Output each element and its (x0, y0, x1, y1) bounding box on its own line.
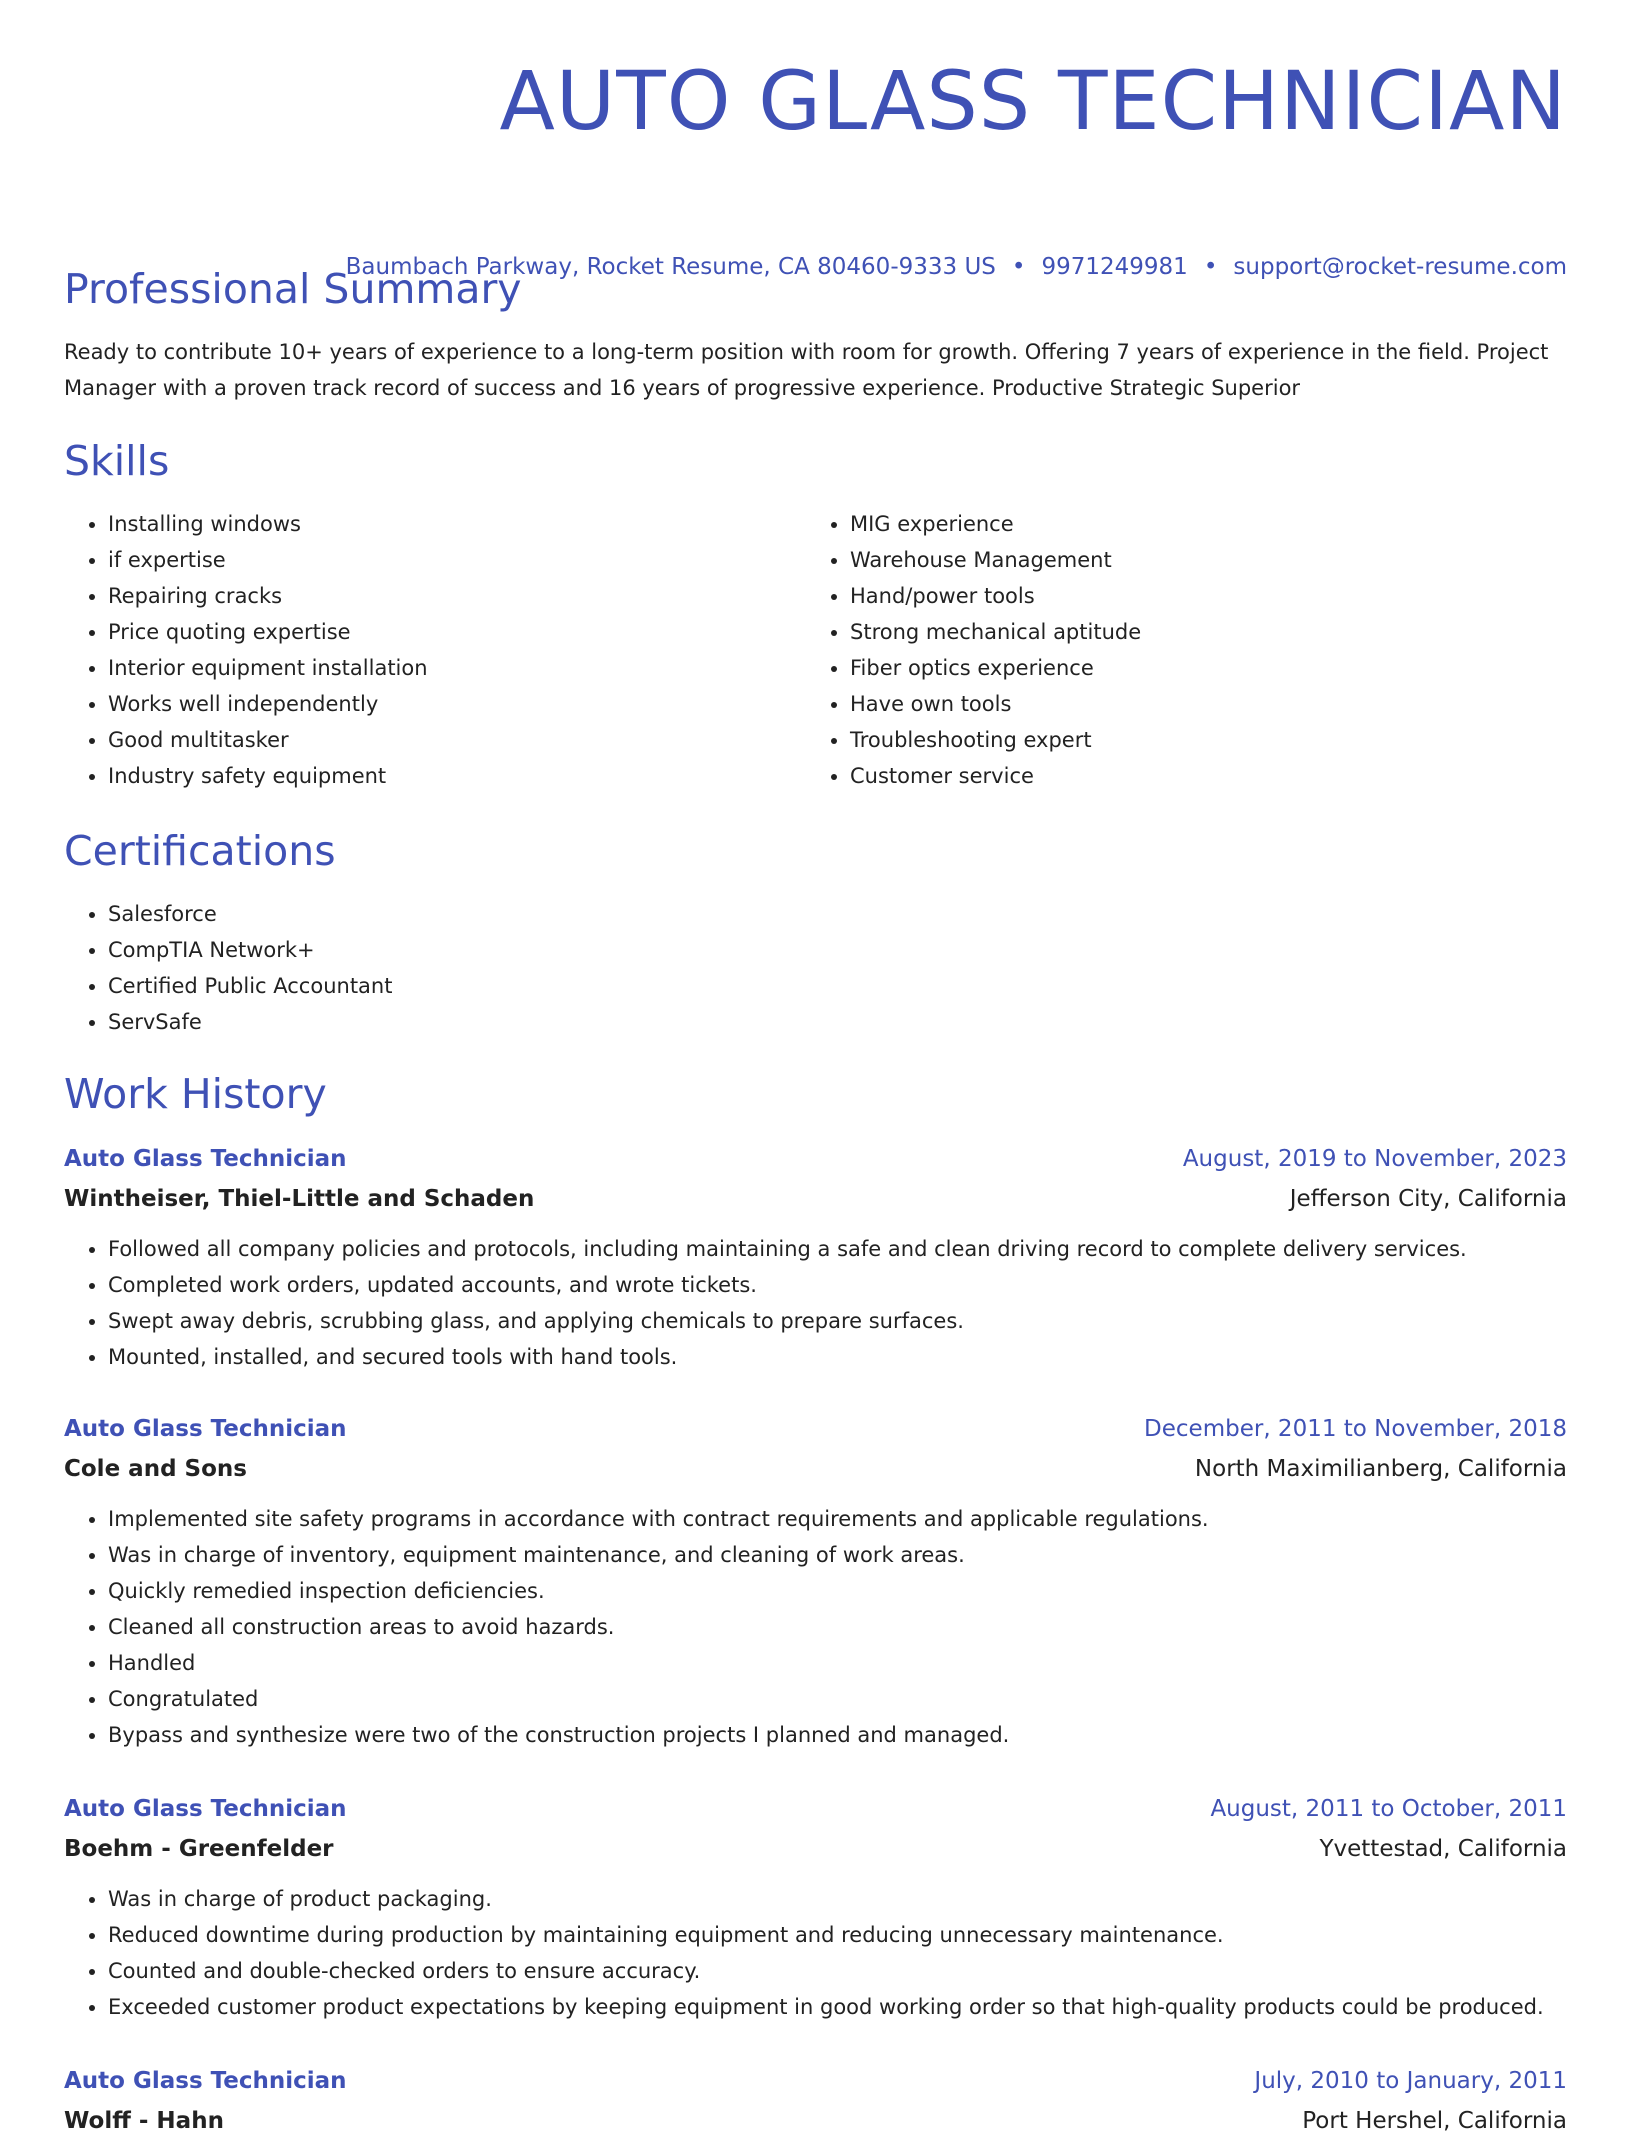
certifications-list (64, 896, 392, 1040)
skills-column-right (806, 506, 1548, 794)
job-duty-item: • Completed work orders, updated accounts, and wrote tickets. (108, 1267, 1567, 1303)
skill-item: • Price quoting expertise (108, 614, 806, 650)
skill-item: • Industry safety equipment (108, 758, 806, 794)
skill-item: • Good multitasker (108, 722, 806, 758)
job-company: Cole and Sons (64, 1456, 247, 1482)
job-duty-item: • Congratulated (108, 1681, 1567, 1717)
contact-separator: • (1203, 254, 1218, 280)
certification-item: • CompTIA Network+ (108, 932, 392, 968)
skill-item: • if expertise (108, 542, 806, 578)
summary-text: Ready to contribute 10+ years of experience to a long-term position with room for growth. Offering 7 years of experience in the field. Project Manager with a proven track record of success and 16 years of progressive experience. Productive Strategic Superior (64, 340, 1549, 400)
skill-item: • Have own tools (850, 686, 1548, 722)
job-duties (64, 1501, 1567, 1753)
skill-item: • Warehouse Management (850, 542, 1548, 578)
job-company: Wolff - Hahn (64, 2108, 224, 2134)
skill-item: • Troubleshooting expert (850, 722, 1548, 758)
job-company: Boehm - Greenfelder (64, 1836, 334, 1862)
job-dates: July, 2010 to January, 2011 (1254, 2068, 1567, 2094)
job-entry (64, 1409, 1567, 1753)
job-entry (64, 1789, 1567, 2025)
job-duty-item: • Implemented site safety programs in accordance with contract requirements and applicable regulations. (108, 1501, 1567, 1537)
job-entry (64, 1139, 1567, 1375)
job-duty-item: • Quickly remedied inspection deficiencies. (108, 1573, 1567, 1609)
job-duty-item: • Bypass and synthesize were two of the construction projects I planned and managed. (108, 1717, 1567, 1753)
skill-item: • Installing windows (108, 506, 806, 542)
job-duty-item: • Followed all company policies and protocols, including maintaining a safe and clean driving record to complete delivery services. (108, 1231, 1567, 1267)
skill-item: • MIG experience (850, 506, 1548, 542)
skill-item: • Fiber optics experience (850, 650, 1548, 686)
job-entry (64, 2061, 1567, 2141)
skill-item: • Strong mechanical aptitude (850, 614, 1548, 650)
skill-item: • Works well independently (108, 686, 806, 722)
job-title: Auto Glass Technician (64, 1146, 347, 1172)
contact-line (346, 252, 1567, 282)
job-duty-item: • Handled (108, 1645, 1567, 1681)
job-title: Auto Glass Technician (64, 1796, 347, 1822)
job-duty-item: • Reduced downtime during production by maintaining equipment and reducing unnecessary maintenance. (108, 1917, 1567, 1953)
skill-item: • Hand/power tools (850, 578, 1548, 614)
resume-page (64, 0, 1567, 2134)
certification-item: • Salesforce (108, 896, 392, 932)
job-dates: December, 2011 to November, 2018 (1144, 1416, 1567, 1442)
job-duty-item: • Counted and double-checked orders to ensure accuracy. (108, 1953, 1567, 1989)
job-duty-item: • Swept away debris, scrubbing glass, and applying chemicals to prepare surfaces. (108, 1303, 1567, 1339)
job-duty-item: • Was in charge of product packaging. (108, 1881, 1567, 1917)
job-location: Port Hershel, California (1302, 2108, 1567, 2134)
job-company: Wintheiser, Thiel-Little and Schaden (64, 1186, 535, 1212)
skill-item: • Repairing cracks (108, 578, 806, 614)
certification-item: • Certified Public Accountant (108, 968, 392, 1004)
resume-name: AUTO GLASS TECHNICIAN (499, 55, 1567, 149)
job-location: North Maximilianberg, California (1194, 1456, 1567, 1482)
job-duties (64, 1231, 1567, 1375)
contact-address: Baumbach Parkway, Rocket Resume, CA 80460-9333 US (345, 254, 996, 280)
contact-phone: 9971249981 (1041, 254, 1188, 280)
contact-separator: • (1011, 254, 1026, 280)
job-title: Auto Glass Technician (64, 2068, 347, 2094)
job-duty-item: • Mounted, installed, and secured tools with hand tools. (108, 1339, 1567, 1375)
job-duty-item: • Cleaned all construction areas to avoid hazards. (108, 1609, 1567, 1645)
job-dates: August, 2019 to November, 2023 (1182, 1146, 1567, 1172)
job-title: Auto Glass Technician (64, 1416, 347, 1442)
job-location: Jefferson City, California (1289, 1186, 1567, 1212)
certifications-heading: Certifications (64, 827, 336, 875)
skills-list (64, 506, 1567, 794)
summary-heading: Professional Summary (64, 265, 522, 313)
job-duties (64, 1881, 1567, 2025)
certification-item: • ServSafe (108, 1004, 392, 1040)
job-duty-item: • Exceeded customer product expectations by keeping equipment in good working order so that high-quality products could be produced. (108, 1989, 1567, 2025)
job-duty-item: • Was in charge of inventory, equipment maintenance, and cleaning of work areas. (108, 1537, 1567, 1573)
work-history-heading: Work History (64, 1070, 327, 1118)
contact-email[interactable]: support@rocket-resume.com (1233, 254, 1567, 280)
skills-heading: Skills (64, 437, 170, 485)
skill-item: • Customer service (850, 758, 1548, 794)
job-location: Yvettestad, California (1319, 1836, 1567, 1862)
skills-column-left (64, 506, 806, 794)
skill-item: • Interior equipment installation (108, 650, 806, 686)
job-dates: August, 2011 to October, 2011 (1210, 1796, 1567, 1822)
